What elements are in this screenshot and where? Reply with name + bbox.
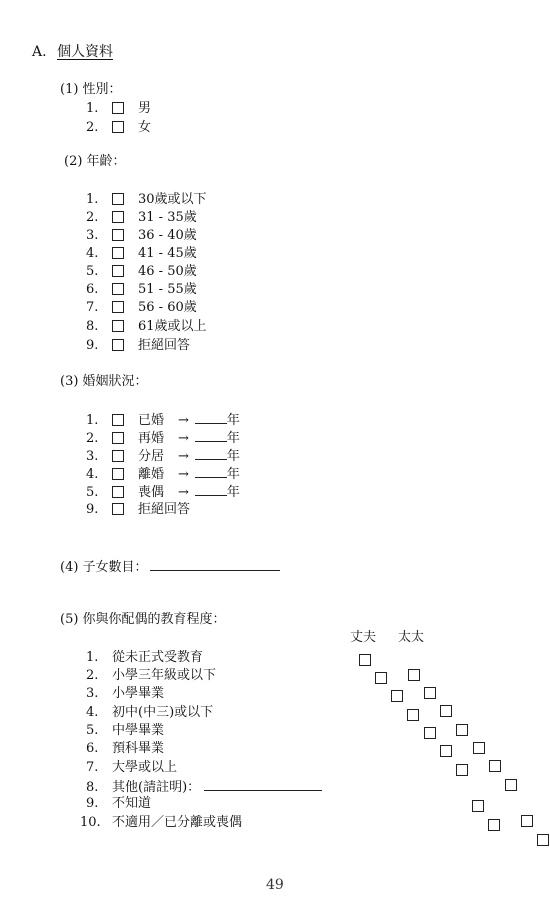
checkbox[interactable] (375, 672, 387, 684)
option-number: 3. (86, 228, 99, 243)
checkbox[interactable] (537, 834, 549, 846)
q2-option (86, 246, 197, 262)
option-text: 不知道 (112, 796, 152, 811)
option-text: 已婚 (138, 413, 165, 428)
arrow-icon: → (178, 467, 189, 482)
checkbox[interactable] (472, 800, 484, 812)
option-text: 41 - 45歲 (138, 246, 197, 261)
option-text: 拒絕回答 (138, 502, 191, 517)
option-number: 5. (86, 485, 99, 500)
q5-option (86, 796, 151, 812)
q2-option (86, 338, 190, 354)
option-text: 小學畢業 (112, 686, 165, 701)
option-number: 9. (86, 338, 99, 353)
q3-option (86, 502, 190, 518)
q5-option (86, 723, 164, 739)
option-text: 中學畢業 (112, 723, 165, 738)
option-text: 小學三年級或以下 (112, 668, 217, 683)
q5-option (86, 778, 322, 796)
checkbox[interactable] (112, 102, 124, 114)
option-number: 3. (86, 686, 99, 701)
option-number: 2. (86, 431, 99, 446)
checkbox[interactable] (112, 211, 124, 223)
q5-option (80, 815, 242, 831)
checkbox[interactable] (112, 320, 124, 332)
q2-option (86, 228, 197, 244)
year-input[interactable] (195, 465, 227, 478)
option-number: 1. (86, 192, 99, 207)
option-text: 再婚 (138, 431, 165, 446)
option-text: 不適用／已分離或喪偶 (112, 815, 243, 830)
checkbox[interactable] (473, 742, 485, 754)
option-number: 7. (86, 760, 99, 775)
q5-option (86, 650, 203, 666)
option-text: 36 - 40歲 (138, 228, 197, 243)
option-text: 31 - 35歲 (138, 210, 197, 225)
q2-option (86, 300, 197, 316)
option-number: 1. (86, 650, 99, 665)
year-input[interactable] (195, 447, 227, 460)
arrow-icon: → (178, 449, 189, 464)
section-title: 個人資料 (57, 44, 114, 60)
option-number: 3. (86, 449, 99, 464)
year-input[interactable] (195, 429, 227, 442)
q5-option (86, 686, 164, 702)
q5-option (86, 705, 213, 721)
q2-option (86, 282, 197, 298)
checkbox[interactable] (112, 283, 124, 295)
checkbox[interactable] (489, 760, 501, 772)
q5-label: (5) 你與你配偶的教育程度： (60, 612, 226, 627)
q2-option (86, 192, 207, 208)
year-label: 年 (226, 413, 240, 428)
year-label: 年 (226, 449, 240, 464)
q5-option (86, 668, 216, 684)
checkbox[interactable] (112, 265, 124, 277)
checkbox[interactable] (456, 764, 468, 776)
year-label: 年 (226, 431, 240, 446)
checkbox[interactable] (408, 669, 420, 681)
option-number: 6. (86, 282, 99, 297)
option-text: 從未正式受教育 (112, 650, 204, 665)
checkbox[interactable] (112, 121, 124, 133)
checkbox[interactable] (112, 229, 124, 241)
children-count-input[interactable] (150, 558, 280, 571)
q3-option (86, 411, 240, 429)
q3-option (86, 447, 240, 465)
checkbox[interactable] (112, 301, 124, 313)
option-number: 2. (86, 668, 99, 683)
q3-option (86, 465, 240, 483)
q2-option (86, 319, 207, 335)
option-number: 10. (80, 815, 101, 830)
option-text: 51 - 55歲 (138, 282, 197, 297)
option-text: 30歲或以下 (138, 192, 207, 207)
checkbox[interactable] (407, 709, 419, 721)
checkbox[interactable] (391, 690, 403, 702)
arrow-icon: → (178, 413, 189, 428)
checkbox[interactable] (440, 705, 452, 717)
checkbox[interactable] (112, 486, 124, 498)
year-input[interactable] (195, 483, 227, 496)
checkbox[interactable] (112, 450, 124, 462)
q4-label: (4) 子女數目： (60, 560, 148, 575)
checkbox[interactable] (440, 745, 452, 757)
checkbox[interactable] (112, 432, 124, 444)
q2-option (86, 210, 197, 226)
option-text: 分居 (138, 449, 165, 464)
checkbox[interactable] (521, 815, 533, 827)
section-letter: A. (32, 44, 47, 60)
col-husband-header: 丈夫 (350, 630, 377, 645)
option-text: 61歲或以上 (138, 319, 207, 334)
option-text: 46 - 50歲 (138, 264, 197, 279)
checkbox[interactable] (112, 414, 124, 426)
option-text: 男 (138, 101, 152, 116)
q5-option (86, 741, 164, 757)
option-text: 拒絕回答 (138, 338, 191, 353)
section-heading (32, 44, 113, 60)
option-number: 4. (86, 705, 99, 720)
checkbox[interactable] (424, 727, 436, 739)
option-text: 離婚 (138, 467, 165, 482)
arrow-icon: → (178, 431, 189, 446)
checkbox[interactable] (112, 503, 124, 515)
option-number: 5. (86, 264, 99, 279)
option-number: 1. (86, 413, 99, 428)
checkbox[interactable] (424, 687, 436, 699)
option-number: 9. (86, 502, 99, 517)
option-text: 喪偶 (138, 485, 165, 500)
option-number: 1. (86, 101, 99, 116)
year-input[interactable] (195, 411, 227, 424)
checkbox[interactable] (112, 193, 124, 205)
option-number: 4. (86, 246, 99, 261)
q2-option (86, 264, 197, 280)
option-number: 7. (86, 300, 99, 315)
option-number: 4. (86, 467, 99, 482)
checkbox[interactable] (112, 247, 124, 259)
checkbox[interactable] (505, 779, 517, 791)
q1-option (86, 120, 151, 136)
option-number: 2. (86, 210, 99, 225)
option-text: 大學或以上 (112, 760, 178, 775)
checkbox[interactable] (112, 339, 124, 351)
checkbox[interactable] (112, 468, 124, 480)
checkbox[interactable] (456, 724, 468, 736)
option-number: 8. (86, 319, 99, 334)
other-specify-input[interactable] (204, 778, 322, 791)
q2-label: (2) 年齡： (64, 154, 126, 169)
option-number: 6. (86, 741, 99, 756)
checkbox[interactable] (488, 819, 500, 831)
option-number: 5. (86, 723, 99, 738)
option-number: 9. (86, 796, 99, 811)
option-text: 預科畢業 (112, 741, 165, 756)
q1-option (86, 101, 151, 117)
option-text: 56 - 60歲 (138, 300, 197, 315)
arrow-icon: → (178, 485, 189, 500)
year-label: 年 (226, 467, 240, 482)
q3-option (86, 483, 240, 501)
option-number: 8. (86, 780, 99, 795)
col-wife-header: 太太 (398, 630, 425, 645)
checkbox[interactable] (359, 654, 371, 666)
option-number: 2. (86, 120, 99, 135)
option-text: 初中(中三)或以下 (112, 705, 214, 720)
year-label: 年 (226, 485, 240, 500)
q4-row (60, 558, 280, 576)
q1-label: (1) 性別： (60, 82, 122, 97)
q5-option (86, 760, 177, 776)
q3-option (86, 429, 240, 447)
page-number: 49 (266, 877, 284, 893)
husband-checkbox-column (0, 0, 550, 15)
option-text: 其他(請註明)： (112, 780, 201, 795)
option-text: 女 (138, 120, 152, 135)
q3-label: (3) 婚姻狀況： (60, 374, 148, 389)
wife-checkbox-column (0, 15, 550, 30)
